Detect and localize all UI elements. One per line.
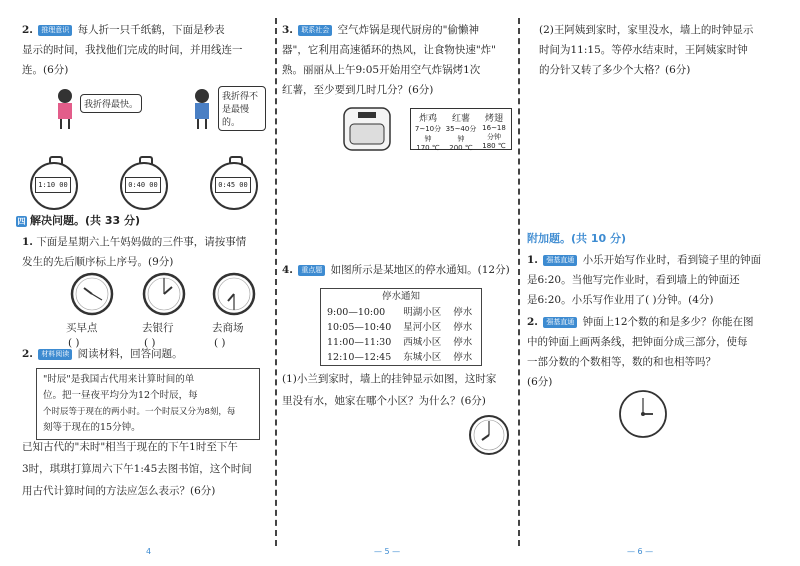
b2-text: [527, 312, 777, 392]
section-title: 解决问题。(共 33 分): [30, 214, 141, 227]
cook-time: 35~40分钟: [445, 125, 477, 143]
q2-text: [22, 20, 262, 80]
tag-badge: 强基直通: [543, 317, 577, 328]
q2b-line2: 3时，琪琪打算周六下午1:45去图书馆，这个时间: [22, 463, 252, 475]
stopwatch-2: [120, 162, 168, 210]
table-row: [321, 350, 478, 365]
area-cell: 明湖小区: [403, 307, 442, 318]
question-number: 1.: [22, 236, 33, 248]
q2-line3: 连。(6分): [22, 64, 69, 76]
water-notice-box: [320, 288, 482, 366]
clock-label-1: 买早点: [66, 322, 98, 334]
q4-sub1-line1: (1)小兰到家时，墙上的挂钟显示如图，这时家: [282, 373, 497, 385]
b1-line1: 小乐开始写作业时，看到镜子里的钟面: [582, 254, 762, 266]
answer-blank-1[interactable]: ( ): [68, 337, 80, 349]
stopwatch-display: 1:10 00: [35, 177, 71, 193]
q1-line2: 发生的先后顺序标上序号。(9分): [22, 256, 174, 268]
q4-sub2-line2: 时间为11:15。等停水结束时，王阿姨家时钟: [539, 44, 748, 56]
area-cell: 东城小区: [403, 352, 442, 363]
cook-temp: 170 ℃: [416, 144, 440, 152]
clock-label-3: 去商场: [212, 322, 244, 334]
girl-figure-icon: [50, 88, 80, 130]
page-number: — 6 —: [627, 547, 654, 556]
b1-line2: 是6:20。当他写完作业时，看到墙上的钟面还: [527, 274, 740, 286]
time-cell: 10:05—10:40: [327, 322, 392, 333]
boy-figure-icon: [187, 88, 217, 130]
q3-line3: 熟。丽丽从上午9:05开始用空气炸锅烤1次: [282, 64, 481, 76]
page-divider-1: [275, 18, 277, 546]
food-name: 红薯: [451, 114, 470, 124]
page-divider-2: [518, 18, 520, 546]
q3-line4: 红薯，至少要到几时几分？(6分): [282, 84, 434, 96]
b2-line4: (6分): [527, 376, 553, 388]
guide-item-3: [479, 111, 509, 150]
cook-temp: 200 ℃: [449, 144, 473, 152]
speech-bubble-1: 我折得最快。: [80, 94, 142, 113]
q2b-line1: 已知古代的"未时"相当于现在的下午1时至下午: [22, 441, 238, 453]
question-number: 2.: [22, 348, 33, 360]
cook-temp: 180 ℃: [482, 142, 506, 150]
food-name: 炸鸡: [418, 114, 437, 124]
page-4: [17, 0, 262, 566]
page-number: 4: [146, 547, 152, 556]
b1-line3: 是6:20。小乐写作业用了( )分钟。(4分): [527, 294, 714, 306]
tag-badge: 联系社会: [298, 25, 332, 36]
q4-sub2-line1: (2)王阿姨到家时，家里没水，墙上的时钟显示: [539, 24, 754, 36]
answer-blank-3[interactable]: ( ): [214, 337, 226, 349]
tag-badge: 重点题: [298, 265, 325, 276]
q2-line1: 每人折一只千纸鹤，下面是秒表: [77, 24, 225, 36]
q2-line2: 显示的时间，我找他们完成的时间，并用线连一: [22, 44, 243, 56]
time-cell: 11:00—11:30: [327, 337, 392, 348]
q4-prompt: 如图所示是某地区的停水通知。(12分): [330, 264, 510, 276]
clock-3-icon: [212, 272, 256, 316]
reading-line-4: 刻等于现在的15分钟。: [43, 422, 141, 433]
question-number: 1.: [527, 254, 538, 266]
bonus-section-title: 附加题。(共 10 分): [527, 232, 627, 245]
b2-line3: 一部分数的个数相等，数的和也相等吗？: [527, 356, 716, 368]
stopwatch-display: 0:45 00: [215, 177, 251, 193]
status-cell: 停水: [453, 352, 473, 363]
question-number: 2.: [527, 316, 538, 328]
q4-text: [282, 260, 512, 280]
tag-badge: 强基直通: [543, 255, 577, 266]
q3-line1: 空气炸锅是现代厨房的"偷懒神: [337, 24, 479, 36]
q2b-heading: [22, 344, 262, 364]
question-number: 3.: [282, 24, 293, 36]
area-cell: 星河小区: [403, 322, 442, 333]
page-6: [527, 0, 782, 566]
section-badge: 四: [17, 217, 26, 226]
q2b-prompt: 阅读材料，回答问题。: [77, 348, 183, 360]
status-cell: 停水: [453, 322, 473, 333]
reading-line-3: 个时辰等于现在的两小时。一个时辰又分为8刻，每: [43, 407, 236, 417]
clock-2-icon: [142, 272, 186, 316]
b2-line2: 中的钟面上画两条线，把钟面分成三部分，使每: [527, 336, 748, 348]
speech-bubble-2: 我折得不是最慢的。: [218, 86, 266, 131]
table-row: [321, 335, 478, 350]
q4-sub2-line3: 的分针又转了多少个大格？(6分): [539, 64, 691, 76]
food-name: 烤翅: [484, 114, 503, 124]
q4-sub2: [539, 20, 779, 80]
q2b-text: [22, 436, 267, 502]
notice-title: 停水通知: [381, 291, 420, 302]
reading-line-1: "时辰"是我国古代用来计算时间的单: [43, 374, 195, 385]
tag-badge: 推理意识: [38, 25, 72, 36]
air-fryer-icon: [338, 104, 398, 154]
q3-text: [282, 20, 512, 100]
status-cell: 停水: [453, 337, 473, 348]
notice-table: [321, 305, 478, 365]
time-cell: 12:10—12:45: [327, 352, 392, 363]
q2b-line3: 用古代计算时间的方法应怎么表示？(6分): [22, 485, 216, 497]
q1-text: [22, 232, 262, 272]
clock-1-icon: [70, 272, 114, 316]
stopwatch-display: 0:40 00: [125, 177, 161, 193]
b1-text: [527, 250, 777, 310]
page-number: — 5 —: [374, 547, 401, 556]
section-heading: [16, 212, 140, 228]
q3-line2: 器"，它利用高速循环的热风，让食物快速"炸": [282, 44, 496, 56]
q1-line1: 下面是星期六上午妈妈做的三件事，请按事情: [36, 236, 247, 248]
cooking-guide: [410, 108, 512, 150]
table-row: [321, 305, 478, 320]
answer-blank-2[interactable]: ( ): [144, 337, 156, 349]
b2-line1: 钟面上12个数的和是多少？你能在图: [582, 316, 754, 328]
question-number: 2.: [22, 24, 33, 36]
tag-badge: 材料阅读: [38, 349, 72, 360]
guide-item-1: [413, 111, 443, 152]
status-cell: 停水: [453, 307, 473, 318]
table-row: [321, 320, 478, 335]
reading-material-box: [36, 368, 260, 440]
area-cell: 西城小区: [403, 337, 442, 348]
blank-clock-icon: [617, 388, 669, 440]
stopwatch-3: [210, 162, 258, 210]
question-number: 4.: [282, 264, 293, 276]
page-5: [282, 0, 512, 566]
stopwatch-1: [30, 162, 78, 210]
cook-time: 7~10分钟: [414, 125, 442, 143]
q4-sub1: [282, 368, 517, 412]
guide-item-2: [445, 111, 477, 152]
cook-time: 16~18分钟: [482, 124, 506, 141]
wall-clock-icon: [468, 414, 510, 456]
q4-sub1-line2: 里没有水，她家在哪个小区？为什么？(6分): [282, 395, 486, 407]
reading-line-2: 位。把一昼夜平均分为12个时辰，每: [43, 390, 198, 401]
time-cell: 9:00—10:00: [327, 307, 386, 318]
clock-label-2: 去银行: [142, 322, 174, 334]
